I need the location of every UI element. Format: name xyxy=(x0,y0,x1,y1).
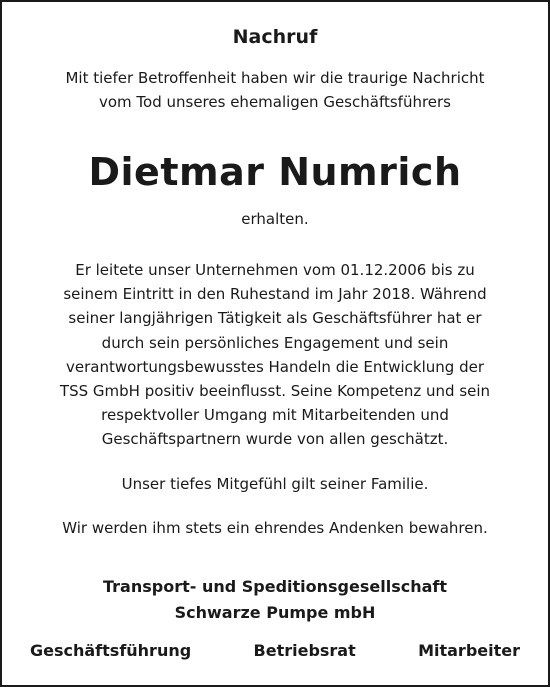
signatory-employees: Mitarbeiter xyxy=(418,641,520,660)
signatory-works-council: Betriebsrat xyxy=(253,641,356,660)
sympathy-line: Unser tiefes Mitgefühl gilt seiner Familie. xyxy=(121,475,429,493)
signatory-management: Geschäftsführung xyxy=(30,641,192,660)
received-text: erhalten. xyxy=(241,210,309,228)
notice-heading: Nachruf xyxy=(232,26,318,48)
remembrance-line: Wir werden ihm stets ein ehrendes Andenken bewahren. xyxy=(62,519,488,537)
tribute-paragraph: Er leitete unser Unternehmen vom 01.12.2006 bis zu seinem Eintritt in den Ruhestand im Jahr 2018. Während seiner langjährigen Tätigkeit als Geschäftsführer hat er durch sein persönliches Engagement und sein verantwortungsbewusstes Handeln die Entwicklung der TSS GmbH positiv beeinflusst. Seine Kompetenz und sein respektvoller Umgang mit Mitarbeitenden und Geschäftspartnern wurde von allen geschätzt. xyxy=(59,261,491,449)
signatories xyxy=(30,638,520,664)
company-name: Transport- und Speditionsgesellschaft Schwarze Pumpe mbH xyxy=(102,577,447,622)
intro-text: Mit tiefer Betroffenheit haben wir die traurige Nachricht vom Tod unseres ehemaligen Geschäftsführers xyxy=(65,69,485,111)
deceased-name: Dietmar Numrich xyxy=(88,150,462,194)
